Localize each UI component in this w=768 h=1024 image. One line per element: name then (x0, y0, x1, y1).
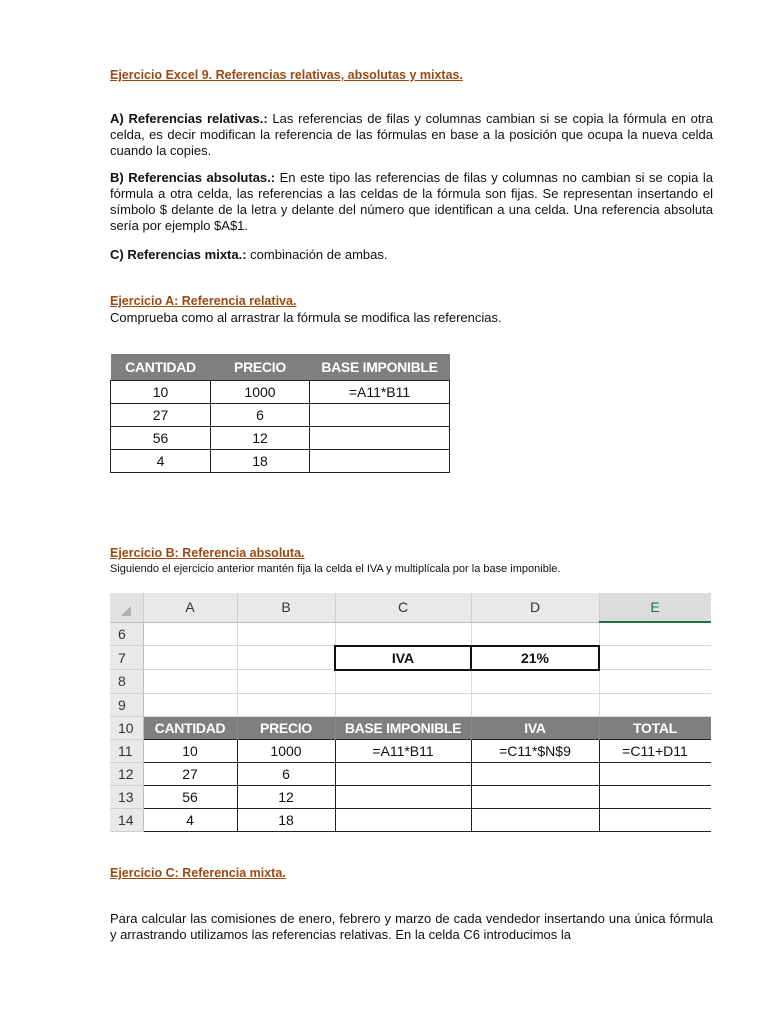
row-header[interactable]: 8 (110, 670, 143, 694)
sheet-row (110, 622, 711, 646)
table-cell: 12 (211, 427, 310, 450)
exercise-b-spreadsheet (110, 593, 711, 833)
cell[interactable]: =C11*$N$9 (471, 739, 599, 762)
exercise-a-table (110, 354, 450, 473)
cell[interactable] (471, 808, 599, 831)
table-row (111, 381, 450, 404)
header-cantidad[interactable]: CANTIDAD (143, 716, 237, 739)
header-precio[interactable]: PRECIO (237, 716, 335, 739)
table-cell: 18 (211, 450, 310, 473)
cell[interactable] (335, 693, 471, 716)
exercise-c-heading: Ejercicio C: Referencia mixta. (110, 866, 286, 880)
table-header-row (111, 354, 450, 381)
section-b-paragraph (110, 170, 713, 234)
cell[interactable] (471, 622, 599, 646)
cell[interactable] (599, 622, 711, 646)
cell[interactable]: =A11*B11 (335, 739, 471, 762)
cell[interactable] (599, 670, 711, 694)
cell[interactable] (599, 646, 711, 670)
row-header[interactable]: 10 (110, 716, 143, 739)
exercise-c-text: Para calcular las comisiones de enero, febrero y marzo de cada vendedor insertando una única fórmula y arrastrando utilizamos las referencias relativas. En la celda C6 introducimos la (110, 911, 713, 942)
iva-value-cell[interactable]: 21% (471, 646, 599, 670)
section-c-text: combinación de ambas. (246, 247, 388, 262)
cell[interactable]: =C11+D11 (599, 739, 711, 762)
cell[interactable]: 1000 (237, 739, 335, 762)
cell[interactable] (143, 646, 237, 670)
cell[interactable]: 18 (237, 808, 335, 831)
cell[interactable] (471, 762, 599, 785)
sheet-header-row (110, 716, 711, 739)
section-b-text: En este tipo las referencias de filas y columnas no cambian si se copia la fórmula a otra celda, las referencias a las celdas de la fórmula son fijas. Se representan insertando el símbolo $ delante de la letra y delante del número que identifican a una celda. Una referencia absoluta sería por ejemplo $A$1. (110, 170, 713, 233)
select-all-corner[interactable] (110, 593, 143, 622)
table-cell: =A11*B11 (310, 381, 450, 404)
cell[interactable] (335, 622, 471, 646)
section-a-paragraph (110, 111, 713, 159)
cell[interactable]: 12 (237, 785, 335, 808)
row-header[interactable]: 14 (110, 808, 143, 831)
header-total[interactable]: TOTAL (599, 716, 711, 739)
cell[interactable] (237, 622, 335, 646)
sheet-row (110, 670, 711, 694)
cell[interactable] (237, 670, 335, 694)
header-iva[interactable]: IVA (471, 716, 599, 739)
cell[interactable] (237, 646, 335, 670)
sheet-row (110, 646, 711, 670)
row-header[interactable]: 6 (110, 622, 143, 646)
cell[interactable] (471, 693, 599, 716)
sheet-row (110, 785, 711, 808)
cell[interactable]: 10 (143, 739, 237, 762)
cell[interactable] (599, 785, 711, 808)
section-b-label: B) Referencias absolutas.: (110, 170, 276, 185)
row-header[interactable]: 7 (110, 646, 143, 670)
column-header-e[interactable]: E (599, 593, 711, 622)
table-cell: 6 (211, 404, 310, 427)
sheet-row (110, 693, 711, 716)
section-c-label: C) Referencias mixta.: (110, 247, 247, 262)
column-header-d[interactable]: D (471, 593, 599, 622)
header-base-imponible: BASE IMPONIBLE (310, 354, 450, 381)
sheet-row (110, 808, 711, 831)
table-cell: 56 (111, 427, 211, 450)
row-header[interactable]: 12 (110, 762, 143, 785)
cell[interactable] (143, 622, 237, 646)
select-all-icon (121, 606, 131, 616)
table-cell (310, 427, 450, 450)
section-a-label: A) Referencias relativas.: (110, 111, 268, 126)
cell[interactable]: 4 (143, 808, 237, 831)
column-header-c[interactable]: C (335, 593, 471, 622)
exercise-b-heading: Ejercicio B: Referencia absoluta. (110, 546, 305, 560)
exercise-a-heading: Ejercicio A: Referencia relativa. (110, 294, 297, 308)
cell[interactable] (143, 670, 237, 694)
cell[interactable] (471, 785, 599, 808)
row-header[interactable]: 11 (110, 739, 143, 762)
table-row (111, 404, 450, 427)
column-header-row (110, 593, 711, 622)
table-cell: 10 (111, 381, 211, 404)
exercise-b-text: Siguiendo el ejercicio anterior mantén fija la celda el IVA y multiplícala por la base imponible. (110, 563, 561, 575)
header-precio: PRECIO (211, 354, 310, 381)
cell[interactable] (599, 762, 711, 785)
iva-label-cell[interactable]: IVA (335, 646, 471, 670)
table-row (111, 450, 450, 473)
cell[interactable] (143, 693, 237, 716)
column-header-a[interactable]: A (143, 593, 237, 622)
cell[interactable]: 6 (237, 762, 335, 785)
section-c-paragraph (110, 247, 713, 263)
table-cell (310, 450, 450, 473)
cell[interactable] (237, 693, 335, 716)
cell[interactable]: 56 (143, 785, 237, 808)
cell[interactable]: 27 (143, 762, 237, 785)
cell[interactable] (335, 808, 471, 831)
table-cell (310, 404, 450, 427)
row-header[interactable]: 13 (110, 785, 143, 808)
cell[interactable] (599, 808, 711, 831)
document-title: Ejercicio Excel 9. Referencias relativas, absolutas y mixtas. (110, 68, 463, 82)
exercise-a-text: Comprueba como al arrastrar la fórmula se modifica las referencias. (110, 310, 502, 325)
cell[interactable] (471, 670, 599, 694)
table-cell: 4 (111, 450, 211, 473)
sheet-row (110, 739, 711, 762)
sheet-row (110, 762, 711, 785)
cell[interactable] (335, 785, 471, 808)
cell[interactable] (335, 670, 471, 694)
header-base-imponible[interactable]: BASE IMPONIBLE (335, 716, 471, 739)
table-cell: 1000 (211, 381, 310, 404)
cell[interactable] (335, 762, 471, 785)
row-header[interactable]: 9 (110, 693, 143, 716)
header-cantidad: CANTIDAD (111, 354, 211, 381)
section-a-text: Las referencias de filas y columnas cambian si se copia la fórmula en otra celda, es decir modifican la referencia de las fórmulas en base a la posición que ocupa la nueva celda cuando la copies. (110, 111, 713, 158)
column-header-b[interactable]: B (237, 593, 335, 622)
table-cell: 27 (111, 404, 211, 427)
table-row (111, 427, 450, 450)
cell[interactable] (599, 693, 711, 716)
